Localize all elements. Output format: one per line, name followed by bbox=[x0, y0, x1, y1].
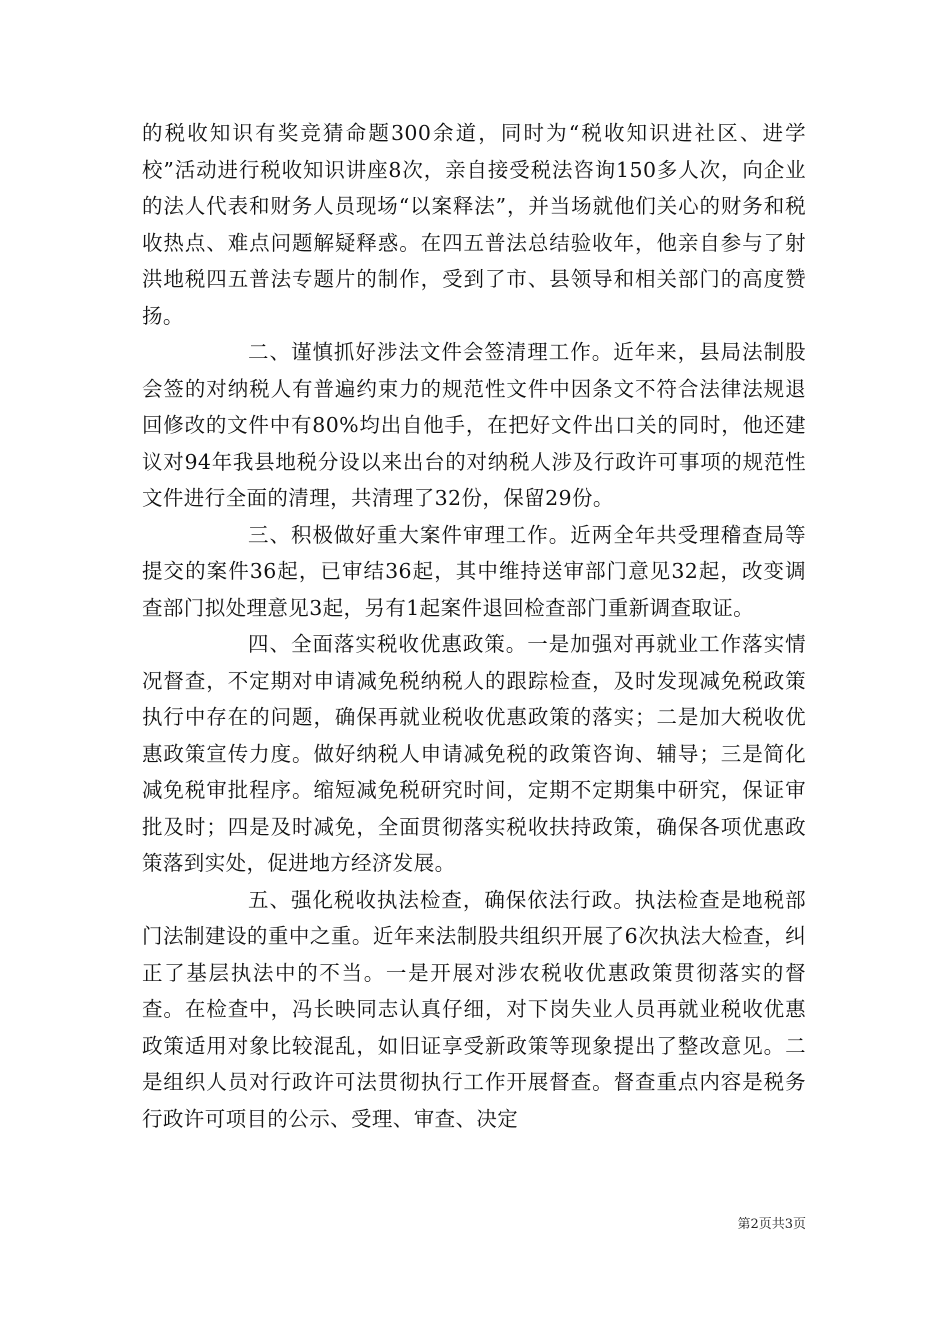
paragraph-section-5: 五、强化税收执法检查，确保依法行政。执法检查是地税部门法制建设的重中之重。近年来法制股共组织开展了6次执法大检查，纠正了基层执法中的不当。一是开展对涉农税收优惠政策贯彻落实的督查。在检查中，冯长映同志认真仔细，对下岗失业人员再就业税收优惠政策适用对象比较混乱，如旧证享受新政策等现象提出了整改意见。二是组织人员对行政许可法贯彻执行工作开展督查。督查重点内容是税务行政许可项目的公示、受理、审查、决定 bbox=[142, 887, 806, 1131]
paragraph-continuation: 的税收知识有奖竞猜命题300余道，同时为“税收知识进社区、进学校”活动进行税收知识讲座8次，亲自接受税法咨询150多人次，向企业的法人代表和财务人员现场“以案释法”，并当场就他们关心的财务和税收热点、难点问题解疑释惑。在四五普法总结验收年，他亲自参与了射洪地税四五普法专题片的制作，受到了市、县领导和相关部门的高度赞扬。 bbox=[142, 121, 806, 328]
paragraph-section-2: 二、谨慎抓好涉法文件会签清理工作。近年来，县局法制股会签的对纳税人有普遍约束力的规范性文件中因条文不符合法律法规退回修改的文件中有80%均出自他手，在把好文件出口关的同时，他还建议对94年我县地税分设以来出台的对纳税人涉及行政许可事项的规范性文件进行全面的清理，共清理了32份，保留29份。 bbox=[142, 340, 806, 510]
paragraph-section-4: 四、全面落实税收优惠政策。一是加强对再就业工作落实情况督查，不定期对申请减免税纳税人的跟踪检查，及时发现减免税政策执行中存在的问题，确保再就业税收优惠政策的落实；二是加大税收优惠政策宣传力度。做好纳税人申请减免税的政策咨询、辅导；三是简化减免税审批程序。缩短减免税研究时间，定期不定期集中研究，保证审批及时；四是及时减免，全面贯彻落实税收扶持政策，确保各项优惠政策落到实处，促进地方经济发展。 bbox=[142, 632, 806, 875]
document-body bbox=[142, 115, 806, 1137]
paragraph-section-3: 三、积极做好重大案件审理工作。近两全年共受理稽查局等提交的案件36起，已审结36起，其中维持送审部门意见32起，改变调查部门拟处理意见3起，另有1起案件退回检查部门重新调查取证。 bbox=[142, 522, 806, 620]
page-number-footer: 第2页共3页 bbox=[737, 1217, 806, 1232]
